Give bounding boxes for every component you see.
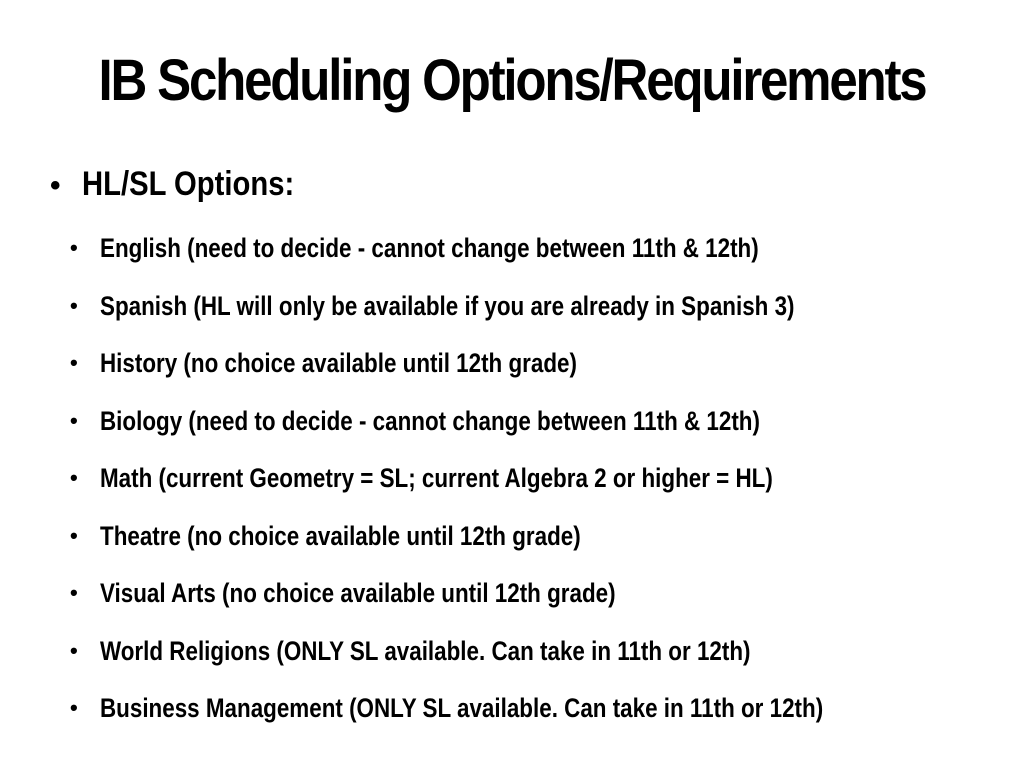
list-item-text: Visual Arts (no choice available until 12th grade) [100, 578, 616, 608]
options-list [70, 224, 971, 742]
list-item [70, 569, 971, 627]
bullet-icon: • [70, 637, 78, 663]
list-item [70, 684, 971, 742]
list-item-text: Spanish (HL will only be available if you are already in Spanish 3) [100, 290, 795, 321]
slide-title: IB Scheduling Options/Requirements [98, 48, 926, 113]
bullet-icon: • [70, 695, 78, 720]
list-item [70, 627, 971, 685]
list-item-text: Biology (need to decide - cannot change between 11th & 12th) [100, 405, 760, 436]
list-item-text: History (no choice available until 12th grade) [100, 348, 577, 378]
list-item-text: English (need to decide - cannot change between 11th & 12th) [100, 233, 759, 263]
bullet-icon: • [70, 522, 78, 548]
list-item-text: Theatre (no choice available until 12th grade) [100, 520, 581, 551]
bullet-icon: • [70, 350, 78, 375]
bullet-icon: • [70, 580, 78, 605]
bullet-icon: • [70, 407, 78, 433]
list-item-text: Business Management (ONLY SL available. Can take in 11th or 12th) [100, 693, 824, 723]
main-bullet-text: HL/SL Options: [82, 165, 295, 203]
list-item [70, 282, 971, 340]
list-item-text: World Religions (ONLY SL available. Can take in 11th or 12th) [100, 635, 751, 666]
bullet-icon: • [50, 169, 61, 202]
list-item-text: Math (current Geometry = SL; current Algebra 2 or higher = HL) [100, 463, 773, 493]
list-item [70, 454, 971, 512]
bullet-icon: • [70, 465, 78, 490]
list-item [70, 224, 971, 282]
list-item [70, 339, 971, 397]
main-bullet [50, 160, 329, 210]
list-item [70, 512, 971, 570]
bullet-icon: • [70, 292, 78, 318]
list-item [70, 397, 971, 455]
bullet-icon: • [70, 235, 78, 260]
